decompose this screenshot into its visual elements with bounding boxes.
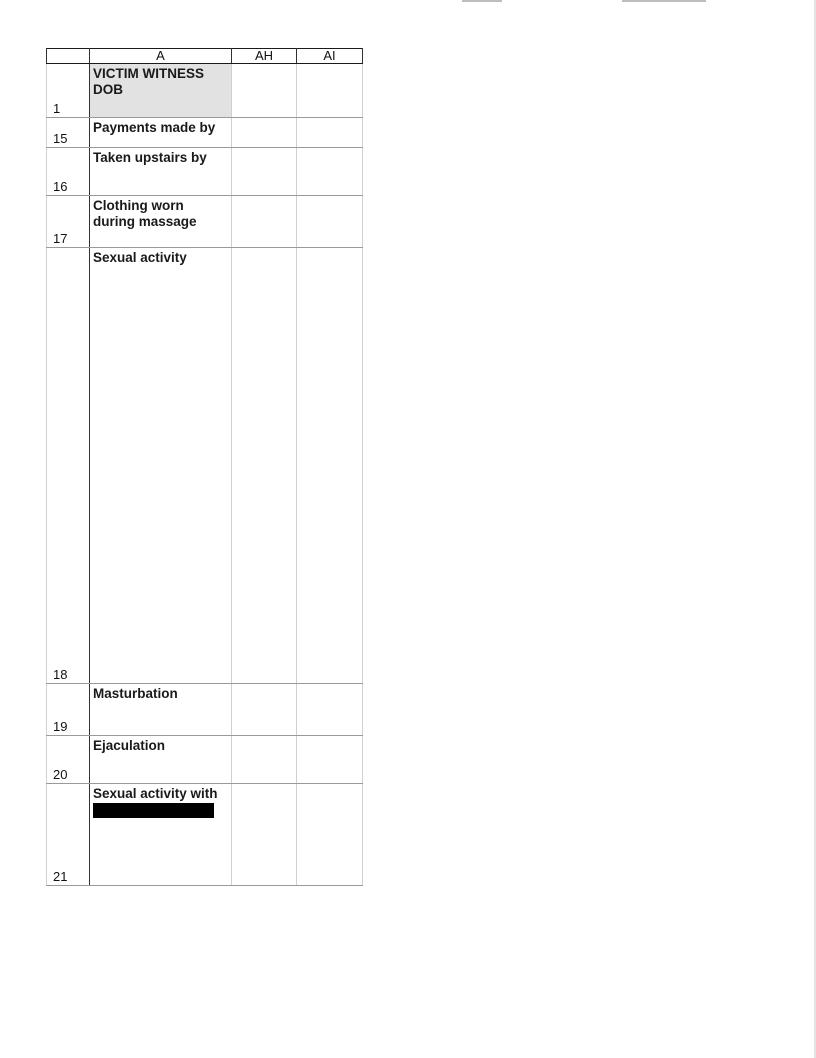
table-row — [47, 684, 363, 736]
cell-ai — [297, 784, 363, 886]
cell-ah — [232, 784, 297, 886]
redaction-bar — [93, 803, 214, 818]
cell-ai — [297, 118, 363, 148]
cell-ah — [232, 148, 297, 196]
column-header-ah: AH — [232, 49, 297, 64]
cell-ai — [297, 684, 363, 736]
cell-ai — [297, 148, 363, 196]
row-number: 20 — [47, 736, 90, 784]
row-label: Payments made by — [90, 118, 232, 148]
table-row — [47, 736, 363, 784]
cell-ai — [297, 196, 363, 248]
row-number: 16 — [47, 148, 90, 196]
row-label-text: VICTIM WITNESS DOB — [93, 66, 204, 97]
column-header-a: A — [90, 49, 232, 64]
cell-ah — [232, 736, 297, 784]
row-label — [90, 784, 232, 886]
cell-ah — [232, 64, 297, 118]
row-label: Taken upstairs by — [90, 148, 232, 196]
scan-mark — [622, 0, 706, 2]
row-number: 21 — [47, 784, 90, 886]
row-number: 18 — [47, 248, 90, 684]
row-number: 1 — [47, 64, 90, 118]
cell-ah — [232, 118, 297, 148]
table-row — [47, 196, 363, 248]
table-row — [47, 64, 363, 118]
cell-ah — [232, 684, 297, 736]
cell-ai — [297, 64, 363, 118]
row-label: Ejaculation — [90, 736, 232, 784]
table-row — [47, 118, 363, 148]
cell-ah — [232, 196, 297, 248]
cell-ah — [232, 248, 297, 684]
row-label: Sexual activity — [90, 248, 232, 684]
row-label-text: Sexual activity with — [93, 786, 218, 801]
table-row — [47, 248, 363, 684]
spreadsheet-printout — [46, 48, 363, 886]
row-number: 17 — [47, 196, 90, 248]
row-number: 19 — [47, 684, 90, 736]
cell-ai — [297, 248, 363, 684]
table-row — [47, 148, 363, 196]
row-label — [90, 64, 232, 118]
row-number: 15 — [47, 118, 90, 148]
cell-ai — [297, 736, 363, 784]
column-header-ai: AI — [297, 49, 363, 64]
row-label: Clothing worn during massage — [90, 196, 232, 248]
table-row — [47, 784, 363, 886]
corner-header — [47, 49, 90, 64]
row-label: Masturbation — [90, 684, 232, 736]
scan-mark — [462, 0, 502, 2]
column-header-row — [47, 49, 363, 64]
